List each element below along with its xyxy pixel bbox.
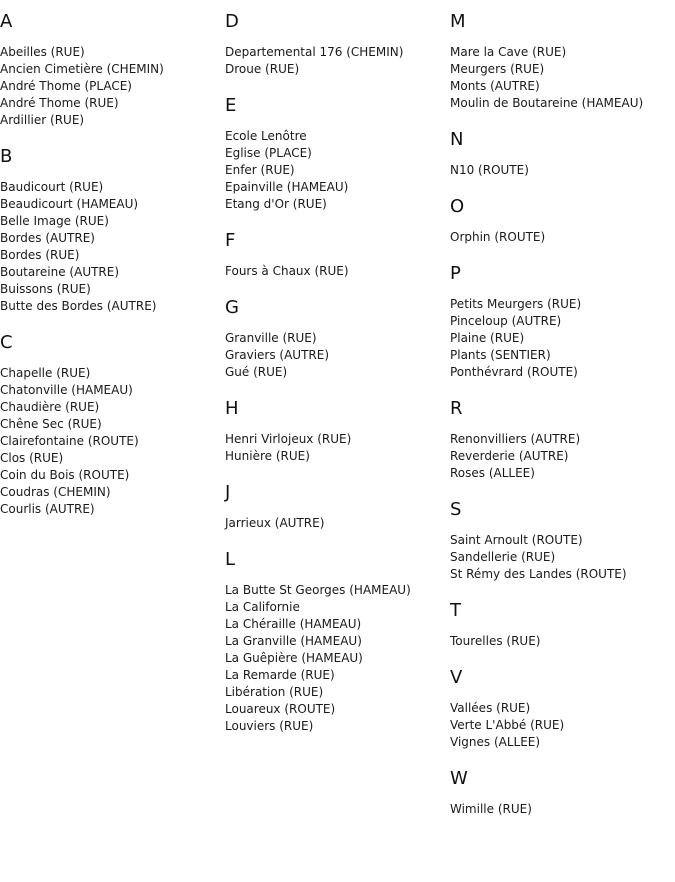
letter-group: [450, 498, 675, 583]
street-item: Beaudicourt (HAMEAU): [0, 197, 139, 211]
letter-heading: O: [450, 196, 465, 217]
letter-group: [450, 767, 675, 818]
street-item: Ancien Cimetière (CHEMIN): [0, 62, 164, 76]
index-column-3: [450, 10, 675, 834]
street-item: Mare la Cave (RUE): [450, 45, 567, 59]
street-item: Clos (RUE): [0, 451, 64, 465]
street-list: [225, 330, 450, 381]
street-item: Henri Virlojeux (RUE): [225, 432, 352, 446]
street-item: Fours à Chaux (RUE): [225, 264, 349, 278]
street-item: Epainville (HAMEAU): [225, 180, 349, 194]
letter-heading: F: [225, 230, 236, 251]
letter-heading: W: [450, 768, 468, 789]
street-item: Clairefontaine (ROUTE): [0, 434, 139, 448]
street-item: N10 (ROUTE): [450, 163, 529, 177]
letter-group: [225, 548, 450, 735]
street-list: [450, 700, 675, 751]
street-item: Bordes (AUTRE): [0, 231, 95, 245]
street-item: Sandellerie (RUE): [450, 550, 556, 564]
street-item: Monts (AUTRE): [450, 79, 540, 93]
index-column-1: [0, 10, 225, 534]
street-item: Libération (RUE): [225, 685, 324, 699]
street-list: [450, 431, 675, 482]
street-list: [225, 515, 450, 532]
street-item: Abeilles (RUE): [0, 45, 85, 59]
street-item: Orphin (ROUTE): [450, 230, 546, 244]
street-item: Buissons (RUE): [0, 282, 91, 296]
street-item: André Thome (RUE): [0, 96, 119, 110]
letter-group: [450, 397, 675, 482]
street-list: [225, 44, 450, 78]
street-item: Chapelle (RUE): [0, 366, 91, 380]
street-item: Chaudière (RUE): [0, 400, 100, 414]
street-item: La Granville (HAMEAU): [225, 634, 362, 648]
street-item: Ponthévrard (ROUTE): [450, 365, 578, 379]
letter-group: [0, 10, 225, 129]
street-item: Gué (RUE): [225, 365, 288, 379]
street-item: Eglise (PLACE): [225, 146, 312, 160]
letter-group: [450, 666, 675, 751]
street-item: Baudicourt (RUE): [0, 180, 104, 194]
street-item: Coudras (CHEMIN): [0, 485, 111, 499]
street-item: Wimille (RUE): [450, 802, 532, 816]
street-item: Ardillier (RUE): [0, 113, 85, 127]
street-list: [0, 365, 225, 518]
street-item: Graviers (AUTRE): [225, 348, 330, 362]
street-item: La Butte St Georges (HAMEAU): [225, 583, 411, 597]
letter-group: [450, 262, 675, 381]
street-item: Chatonville (HAMEAU): [0, 383, 133, 397]
letter-heading: J: [225, 482, 231, 503]
street-list: [225, 431, 450, 465]
street-item: Meurgers (RUE): [450, 62, 545, 76]
street-list: [450, 44, 675, 112]
street-item: Renonvilliers (AUTRE): [450, 432, 581, 446]
street-item: Pinceloup (AUTRE): [450, 314, 562, 328]
street-list: [0, 179, 225, 315]
street-list: [225, 263, 450, 280]
letter-group: [0, 145, 225, 315]
letter-group: [225, 296, 450, 381]
street-item: Plaine (RUE): [450, 331, 525, 345]
letter-heading: L: [225, 549, 236, 570]
street-item: Louareux (ROUTE): [225, 702, 336, 716]
letter-heading: C: [0, 332, 13, 353]
street-item: Etang d'Or (RUE): [225, 197, 327, 211]
street-list: [450, 296, 675, 381]
street-item: Reverderie (AUTRE): [450, 449, 569, 463]
letter-heading: T: [450, 600, 461, 621]
street-item: Louviers (RUE): [225, 719, 314, 733]
street-item: Chêne Sec (RUE): [0, 417, 102, 431]
street-item: St Rémy des Landes (ROUTE): [450, 567, 627, 581]
index-column-2: [225, 10, 450, 751]
street-list: [0, 44, 225, 129]
letter-heading: M: [450, 11, 466, 32]
street-item: Roses (ALLEE): [450, 466, 535, 480]
letter-heading: B: [0, 146, 13, 167]
street-item: Courlis (AUTRE): [0, 502, 95, 516]
letter-group: [450, 599, 675, 650]
letter-group: [450, 195, 675, 246]
letter-group: [225, 10, 450, 78]
letter-group: [225, 94, 450, 213]
letter-group: [225, 229, 450, 280]
street-item: Tourelles (RUE): [450, 634, 541, 648]
street-item: La Chéraille (HAMEAU): [225, 617, 362, 631]
letter-group: [450, 10, 675, 112]
letter-heading: H: [225, 398, 239, 419]
letter-heading: V: [450, 667, 463, 688]
letter-heading: S: [450, 499, 462, 520]
letter-group: [0, 331, 225, 518]
street-item: La Californie: [225, 600, 300, 614]
street-item: Vallées (RUE): [450, 701, 531, 715]
street-item: Belle Image (RUE): [0, 214, 109, 228]
letter-heading: N: [450, 129, 464, 150]
street-item: Coin du Bois (ROUTE): [0, 468, 130, 482]
street-list: [225, 128, 450, 213]
letter-heading: D: [225, 11, 239, 32]
letter-group: [225, 481, 450, 532]
street-item: La Remarde (RUE): [225, 668, 335, 682]
letter-group: [450, 128, 675, 179]
letter-heading: G: [225, 297, 239, 318]
street-item: Bordes (RUE): [0, 248, 80, 262]
street-item: Petits Meurgers (RUE): [450, 297, 582, 311]
letter-heading: P: [450, 263, 461, 284]
street-item: Plants (SENTIER): [450, 348, 551, 362]
street-item: La Guêpière (HAMEAU): [225, 651, 363, 665]
street-item: Enfer (RUE): [225, 163, 295, 177]
street-item: Droue (RUE): [225, 62, 300, 76]
street-list: [225, 582, 450, 735]
street-item: Jarrieux (AUTRE): [225, 516, 325, 530]
letter-heading: E: [225, 95, 237, 116]
street-item: Boutareine (AUTRE): [0, 265, 120, 279]
street-item: Butte des Bordes (AUTRE): [0, 299, 157, 313]
street-item: André Thome (PLACE): [0, 79, 132, 93]
street-item: Ecole Lenôtre: [225, 129, 307, 143]
street-item: Granville (RUE): [225, 331, 317, 345]
street-list: [450, 801, 675, 818]
street-list: [450, 162, 675, 179]
street-item: Moulin de Boutareine (HAMEAU): [450, 96, 644, 110]
street-list: [450, 229, 675, 246]
street-list: [450, 532, 675, 583]
street-item: Departemental 176 (CHEMIN): [225, 45, 404, 59]
letter-heading: R: [450, 398, 463, 419]
street-item: Hunière (RUE): [225, 449, 310, 463]
street-item: Saint Arnoult (ROUTE): [450, 533, 583, 547]
street-item: Verte L'Abbé (RUE): [450, 718, 565, 732]
street-item: Vignes (ALLEE): [450, 735, 541, 749]
street-list: [450, 633, 675, 650]
letter-heading: A: [0, 11, 13, 32]
letter-group: [225, 397, 450, 465]
